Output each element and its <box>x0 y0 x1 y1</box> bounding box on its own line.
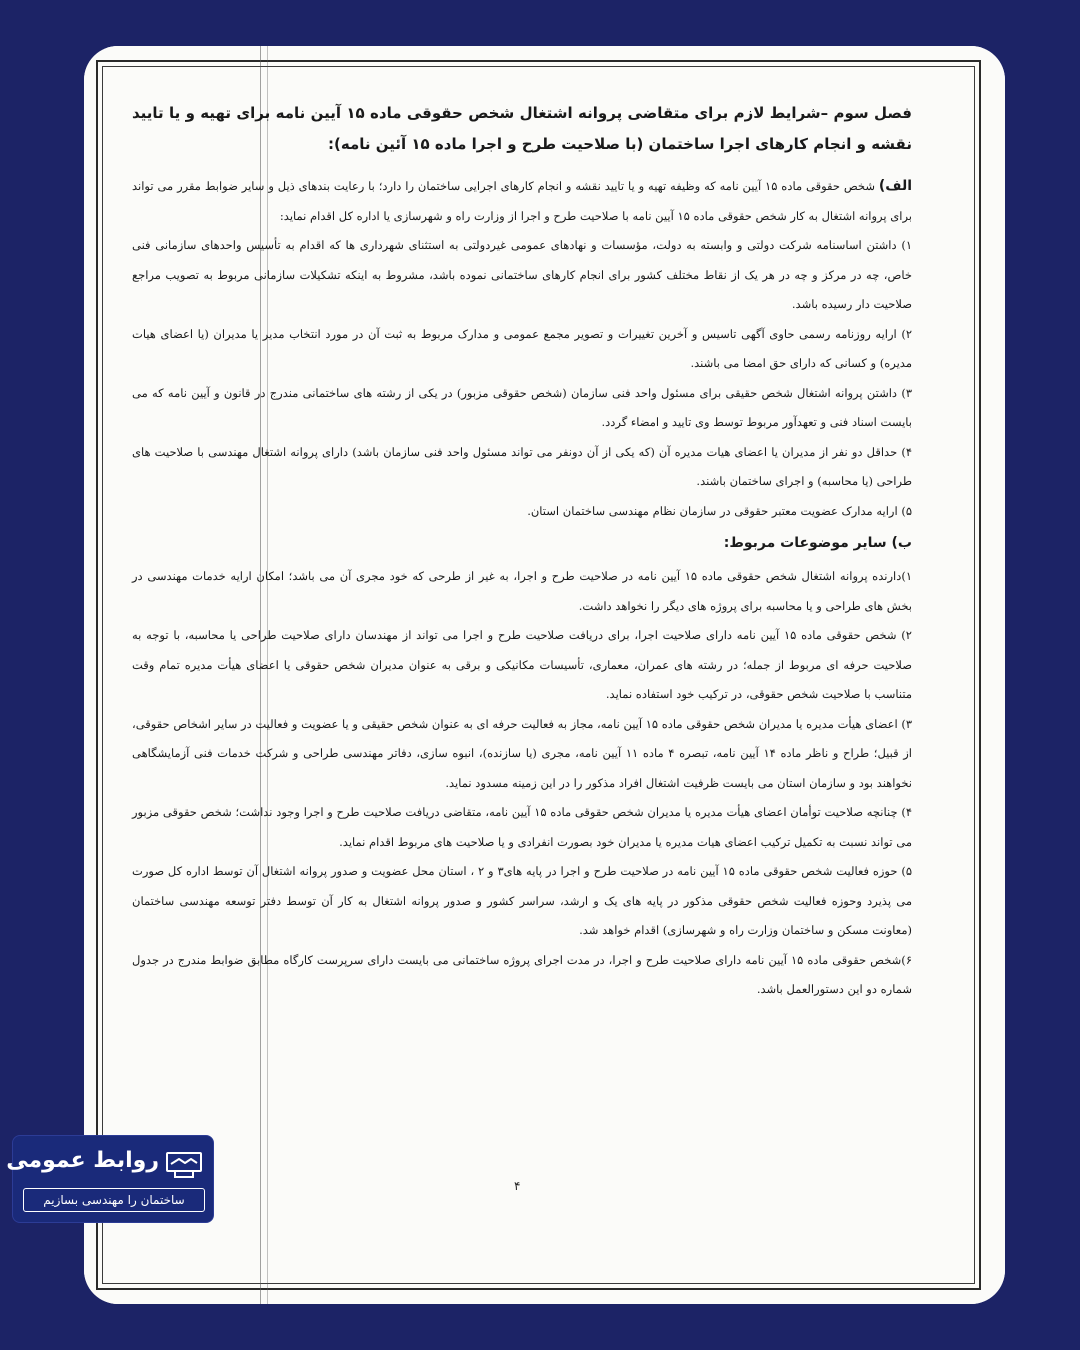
document-card <box>84 46 1005 1304</box>
brand-title: روابط عمومی <box>6 1148 159 1173</box>
list-item: ۴) حداقل دو نفر از مدیران یا اعضای هیات مدیره آن (که یکی از آن دونفر می تواند مسئول واحد فنی سازمان باشد) دارای پروانه اشتغال مهندسی با صلاحیت های طراحی (یا محاسبه) و اجرای ساختمان باشند. <box>132 444 912 488</box>
section-alef-label: الف) <box>878 178 913 194</box>
list-item: ۶)شخص حقوقی ماده ۱۵ آیین نامه دارای صلاحیت طرح و اجرا، در مدت اجرای پروژه ساختمانی می بایست دارای سرپرست کارگاه مطابق ضوابط مندرج در جدول شماره دو این دستورالعمل باشد. <box>132 952 912 996</box>
list-item: ۴) چنانچه صلاحیت توأمان اعضای هیأت مدیره یا مدیران شخص حقوقی ماده ۱۵ آیین نامه، متقاضی دریافت صلاحیت طرح و اجرا وجود نداشت؛ شخص حقوقی مزبور می تواند نسبت به تکمیل ترکیب اعضای هیات مدیره یا مدیران خود بصورت انفرادی و یا صلاحیت های مربوط اقدام نماید. <box>132 805 912 849</box>
handshake-icon <box>165 1150 203 1180</box>
list-item: ۲) شخص حقوقی ماده ۱۵ آیین نامه دارای صلاحیت اجرا، برای دریافت صلاحیت طرح و اجرا می تواند از مهندسان دارای صلاحیت طراحی یا محاسبه، با توجه به صلاحیت حرفه ای مربوط از جمله؛ در رشته های عمران، معماری، تأسیسات مکانیکی و برقی به عنوان مدیران شخص حقوقی یا اعضای هیأت مدیره تمام وقت متناسب با صلاحیت شخص حقوقی، در ترکیب خود استفاده نماید. <box>132 628 912 701</box>
document-body <box>132 98 912 1005</box>
scanned-page <box>84 46 1005 1304</box>
list-item: ۳) داشتن پروانه اشتغال شخص حقیقی برای مسئول واحد فنی سازمان (شخص حقوقی مزبور) در یکی از رشته های ساختمانی مندرج در قانون و آیین نامه که می بایست اسناد فنی و تعهدآور مربوط توسط وی تایید و امضاء گردد. <box>132 385 912 429</box>
section-be-heading: ب) سایر موضوعات مربوط: <box>723 535 912 551</box>
brand-badge <box>6 1135 214 1223</box>
list-item: ۱)دارنده پروانه اشتغال شخص حقوقی ماده ۱۵ آیین نامه در صلاحیت طرح و اجرا، به غیر از طرحی که خود مجری آن می باشد؛ امکان ارایه خدمات مهندسی در بخش های طراحی و یا محاسبه برای پروژه های دیگر را نخواهد داشت. <box>132 569 912 613</box>
list-item: ۱) داشتن اساسنامه شرکت دولتی و وابسته به دولت، مؤسسات و نهادهای عمومی غیردولتی به استثنای شهرداری ها که اقدام به تأسیس واحدهای سازمانی فنی خاص، چه در مرکز و چه در هر یک از نقاط مختلف کشور برای انجام کارهای ساختمانی نموده باشد، مشروط به اینکه تشکیلات سازمانی مربوط به تصویب مراجع صلاحیت دار رسیده باشد. <box>132 238 912 311</box>
section-alef <box>132 172 912 231</box>
list-item: ۳) اعضای هیأت مدیره یا مدیران شخص حقوقی ماده ۱۵ آیین نامه، مجاز به فعالیت حرفه ای به عنوان شخص حقیقی و یا عضویت و فعالیت در سایر اشخاص حقوقی، از قبیل؛ طراح و ناظر ماده ۱۴ آیین نامه، تبصره ۴ ماده ۱۱ آیین نامه، مجری (یا سازنده)، انبوه سازی، دفاتر مهندسی طراحی و شرکت خدمات فنی آزمایشگاهی نخواهند بود و سازمان استان می بایست ظرفیت اشتغال افراد مذکور را در این زمینه مسدود نماید. <box>132 716 913 790</box>
page-number: ۴ <box>514 1179 521 1193</box>
list-item: ۵) حوزه فعالیت شخص حقوقی ماده ۱۵ آیین نامه در صلاحیت طرح و اجرا در پایه های۳ و ۲ ، استان محل عضویت و صدور پروانه اشتغال آن توسط اداره کل صورت می پذیرد وحوزه فعالیت شخص حقوقی مذکور در پایه های یک و ارشد، سراسر کشور و صدور پروانه اشتغال به کار آن توسط دفتر توسعه مهندسی ساختمان (معاونت مسکن و ساختمان وزارت راه و شهرسازی) اقدام خواهد شد. <box>132 864 912 937</box>
section-alef-text: شخص حقوقی ماده ۱۵ آیین نامه که وظیفه تهیه و یا تایید نقشه و انجام کارهای اجرایی ساختمان را دارد؛ با رعایت بندهای ذیل و سایر ضوابط مقرر می تواند برای پروانه اشتغال به کار شخص حقوقی ماده ۱۵ آیین نامه با صلاحیت طرح و اجرا از وزارت راه و شهرسازی یا اداره کل اقدام نماید: <box>132 179 912 223</box>
brand-slogan: ساختمان را مهندسی بسازیم <box>23 1188 205 1212</box>
document-heading: فصل سوم –شرایط لازم برای متقاضی پروانه اشتغال شخص حقوقی ماده ۱۵ آیین نامه برای تهیه و یا تایید نقشه و انجام کارهای اجرا ساختمان (با صلاحیت طرح و اجرا ماده ۱۵ آئین نامه): <box>132 104 912 153</box>
list-item: ۲) ارایه روزنامه رسمی حاوی آگهی تاسیس و آخرین تغییرات و تصویر مجمع عمومی و مدارک مربوط به ثبت آن در مورد انتخاب مدیر یا مدیران (یا اعضای هیات مدیره) و کسانی که دارای حق امضا می باشند. <box>132 326 912 370</box>
list-item: ۵) ارایه مدارک عضویت معتبر حقوقی در سازمان نظام مهندسی ساختمان استان. <box>527 503 912 518</box>
